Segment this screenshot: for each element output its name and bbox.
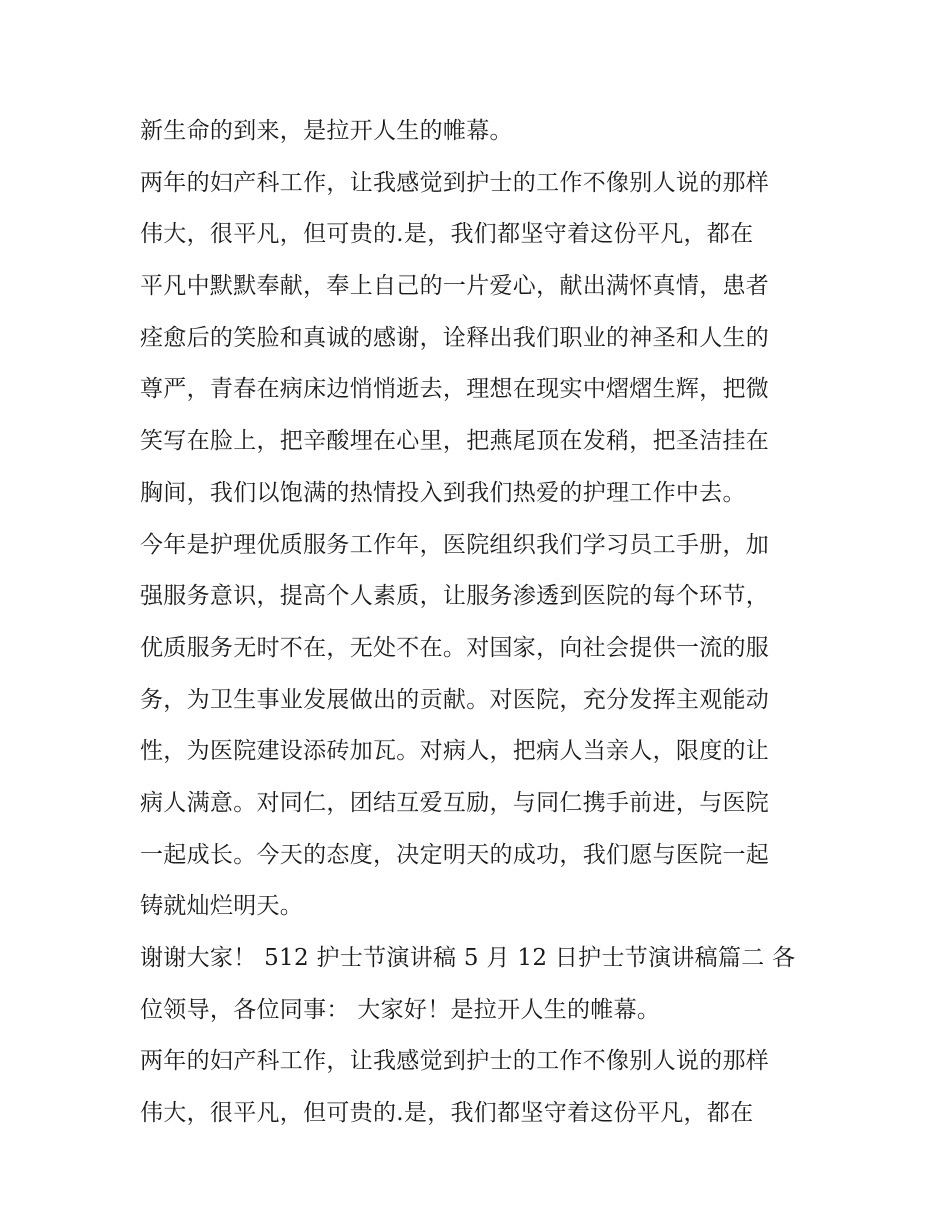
- text-line: 胸间，我们以饱满的热情投入到我们热爱的护理工作中去。: [140, 479, 746, 506]
- text-line: 今年是护理优质服务工作年，医院组织我们学习员工手册，加: [140, 531, 770, 558]
- text-line: 谢谢大家！ 512 护士节演讲稿 5 月 12 日护士节演讲稿篇二 各: [140, 945, 796, 971]
- text-line: 强服务意识，提高个人素质，让服务渗透到医院的每个环节，: [140, 583, 770, 610]
- text-line: 伟大，很平凡，但可贵的.是，我们都坚守着这份平凡，都在: [140, 221, 754, 248]
- text-line: 一起成长。今天的态度，决定明天的成功，我们愿与医院一起: [140, 841, 770, 868]
- text-line: 平凡中默默奉献，奉上自己的一片爱心，献出满怀真情，患者: [140, 273, 770, 300]
- text-line: 尊严，青春在病床边悄悄逝去，理想在现实中熠熠生辉，把微: [140, 376, 770, 403]
- text-line: 务，为卫生事业发展做出的贡献。对医院，充分发挥主观能动: [140, 686, 770, 713]
- text-line: 铸就灿烂明天。: [140, 893, 304, 920]
- text-line: 性，为医院建设添砖加瓦。对病人，把病人当亲人，限度的让: [140, 738, 770, 765]
- document-body-text: [140, 106, 820, 1140]
- text-line: 笑写在脸上，把辛酸埋在心里，把燕尾顶在发稍，把圣洁挂在: [140, 428, 770, 455]
- text-line: 两年的妇产科工作，让我感觉到护士的工作不像别人说的那样: [140, 169, 770, 196]
- text-line: 位领导，各位同事： 大家好！是拉开人生的帷幕。: [140, 996, 661, 1023]
- text-line: 病人满意。对同仁，团结互爱互励，与同仁携手前进，与医院: [140, 789, 770, 816]
- text-line: 两年的妇产科工作，让我感觉到护士的工作不像别人说的那样: [140, 1048, 770, 1075]
- text-line: 痊愈后的笑脸和真诚的感谢，诠释出我们职业的神圣和人生的: [140, 324, 770, 351]
- text-line: 新生命的到来，是拉开人生的帷幕。: [140, 118, 513, 144]
- text-line: 优质服务无时不在，无处不在。对国家，向社会提供一流的服: [140, 634, 770, 661]
- text-line: 伟大，很平凡，但可贵的.是，我们都坚守着这份平凡，都在: [140, 1100, 754, 1127]
